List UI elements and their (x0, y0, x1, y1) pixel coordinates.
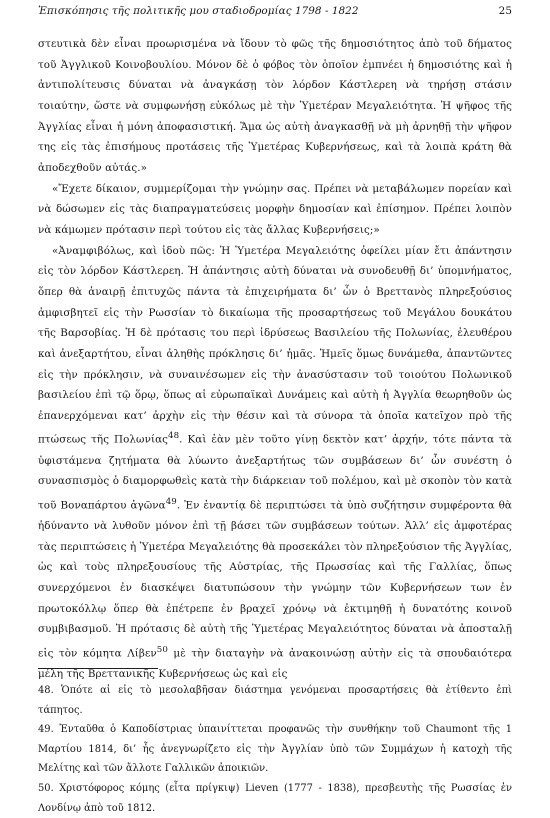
paragraph-answer-part-1: «Ἀναμφιβόλως, καὶ ἰδοὺ πῶς: Ἡ Ὑμετέρα Μεγαλειότης ὀφείλει μίαν ἔτι ἀπάντησιν εἰς τὸν λόρδον Κάστλερεη. Ἡ ἀπάντησις αὐτὴ δύναται νὰ συνοδευθῇ δι’ ὑπομνήματος, ὅπερ θὰ ἀναιρῇ ἐπιτυχῶς πάντα τὰ ἐπιχειρήματα δι’ ὧν ὁ Βρεττανὸς πληρεξούσιος ἀμφισβητεῖ εἰς τὴν Ρωσσίαν τὸ δικαίωμα τῆς προσαρτήσεως τοῦ Μεγάλου δουκάτου τῆς Βαρσοβίας. Ἡ δὲ πρότασις του περὶ ἱδρύσεως Βασιλείου τῆς Πολωνίας, ἐλευθέρου καὶ ἀνεξαρτήτου, εἶναι ἀληθὴς πρόκλησις δι’ ἡμᾶς. Ἡμεῖς ὅμως δυνάμεθα, ἀπαντῶντες εἰς τὴν πρόκλησιν, νὰ συναινέσωμεν εἰς τὴν ἀνασύστασιν τοῦ τοιούτου Πολωνικοῦ βασιλείου ἐπὶ τῷ ὅρῳ, ὅπως αἱ εὐρωπαϊκαὶ Δυνάμεις καὶ αὐτὴ ἡ Ἀγγλία θεωρηθοῦν ὡς ἐπανερχόμεναι κατ’ ἀρχὴν εἰς τὴν θέσιν καὶ τὰ σύνορα τὰ ὁποῖα κατεῖχον πρὸ τῆς πτώσεως τῆς Πολωνίας (38, 244, 512, 446)
main-text (38, 34, 512, 685)
page-number: 25 (498, 5, 512, 17)
running-header (38, 4, 512, 18)
footnote-49: 49. Ἐνταῦθα ὁ Καποδίστριας ὑπαινίττεται προφανῶς τὴν συνθήκην τοῦ Chaumont τῆς 1 Μαρτίου 1814, δι’ ἧς ἀνεγνωρίζετο εἰς τὴν Ἀγγλίαν ὑπὸ τῶν Συμμάχων ἡ κατοχὴ τῆς Μελίτης καὶ τῶν ἄλλοτε Γαλλικῶν ἀποικιῶν. (38, 724, 512, 775)
footnote-50: 50. Χριστόφορος κόμης (εἶτα πρίγκιψ) Lieven (1777 - 1838), πρεσβευτὴς τῆς Ρωσσίας ἐν Λονδίνῳ ἀπὸ τοῦ 1812. (38, 782, 512, 814)
footnote-ref-49: 49 (165, 496, 177, 507)
running-title: Ἐπισκόπησις τῆς πολιτικῆς μου σταδιοδρομίας 1798 - 1822 (38, 5, 359, 17)
paragraph-answer-part-4: μὲ τὴν διαταγὴν νὰ ἀνακοινώσῃ αὐτὴν εἰς τὰ σπουδαιότερα μέλη τῆς Βρεττανικῆς Κυβερνήσεως ὡς καὶ εἰς (38, 647, 512, 680)
paragraph-answer-part-2: . Καὶ ἐὰν μὲν τοῦτο γίνῃ δεκτὸν κατ’ ἀρχήν, τότε πάντα τὰ ὑφιστάμενα ζητήματα θὰ λύωντο ἀνεξαρτήτως τῶν συμβάσεων δι’ ὧν συνέστη ὁ συνασπισμὸς ὁ διαμορφωθεὶς κατὰ τὴν διάρκειαν τοῦ πολέμου, καὶ μὲ σκοπὸν τὸν κατὰ τοῦ Βοναπάρτου ἀγῶνα (38, 433, 512, 512)
footnote-ref-50: 50 (156, 644, 168, 655)
page-content (38, 4, 512, 685)
footnotes (38, 668, 512, 818)
paragraph-question: «Ἔχετε δίκαιον, συμμερίζομαι τὴν γνώμην σας. Πρέπει νὰ μεταβάλωμεν πορείαν καὶ νὰ δώσωμεν εἰς τὰς διαπραγματεύσεις μορφὴν δημοσίαν καὶ ἐπίσημον. Πρέπει λοιπὸν νὰ κάμωμεν πρότασιν περὶ τούτου εἰς τὰς ἄλλας Κυβερνήσεις;» (38, 182, 512, 236)
footnote-ref-48: 48 (168, 431, 180, 442)
paragraph-continuation: στευτικὰ δὲν εἶναι προωρισμένα νὰ ἴδουν τὸ φῶς τῆς δημοσιότητος ἀπὸ τοῦ δήματος τοῦ Ἀγγλικοῦ Κοινοβουλίου. Μόνον δὲ ὁ φόβος τὸν ὁποῖον ἐμπνέει ἡ δημοσιότης καὶ ἡ ἀντιπολίτευσις δύναται νὰ ἀναγκάσῃ τὸν λόρδον Κάστλερεη νὰ τηρήσῃ στάσιν τοιαύτην, ὥστε νὰ συμφωνήσῃ εὐκόλως μὲ τὴν Ὑμετέραν Μεγαλειότητα. Ἡ ψῆφος τῆς Ἀγγλίας εἶναι ἡ μόνη ἀποφασιστική. Ἅμα ὡς αὐτὴ ἀναγκασθῇ νὰ μὴ ἀρνηθῇ τὴν ψῆφον της εἰς τὰς ἐπισήμους προτάσεις τῆς Ὑμετέρας Κυβερνήσεως, καὶ τὰ λοιπὰ κράτη θὰ ἀποδεχθοῦν αὐτάς.» (38, 38, 512, 174)
paragraph-answer (38, 241, 512, 685)
paragraph-answer-part-3: . Ἐν ἐναντίᾳ δὲ περιπτώσει τὰ ὑπὸ συζήτησιν συμφέροντα θὰ ἠδύναντο νὰ λυθοῦν μόνον ἐπὶ τῇ βάσει τῶν συμβάσεων τούτων. Ἀλλ’ εἰς ἀμφοτέρας τὰς περιπτώσεις ἡ Ὑμετέρα Μεγαλειότης θὰ προσεκάλει τὸν πληρεξούσιον τῆς Ἀγγλίας, ὡς καὶ τοὺς πληρεξουσίους τῆς Αὐστρίας, τῆς Πρωσσίας καὶ τῆς Γαλλίας, ὅπως συνερχόμενοι ἐν διασκέψει διατυπώσουν τὴν γνώμην τῶν Κυβερνήσεων των ἐν πρωτοκόλλῳ ὅπερ θὰ ἐπέτρεπε ἐν βραχεῖ χρόνῳ νὰ ἐκτιμηθῇ ἡ δυνατότης κοινοῦ συμβιβασμοῦ. Ἡ πρότασις δὲ αὐτὴ τῆς Ὑμετέρας Μεγαλειότητος δύναται νὰ ἀποσταλῇ εἰς τὸν κόμητα Λίβεν (38, 499, 512, 660)
footnote-48: 48. Ὁπότε αἱ εἰς τὸ μεσολαβῆσαν διάστημα γενόμεναι προσαρτήσεις θὰ ἐτίθεντο ἐπὶ τάπητος. (38, 685, 512, 716)
footnote-separator (38, 668, 158, 669)
